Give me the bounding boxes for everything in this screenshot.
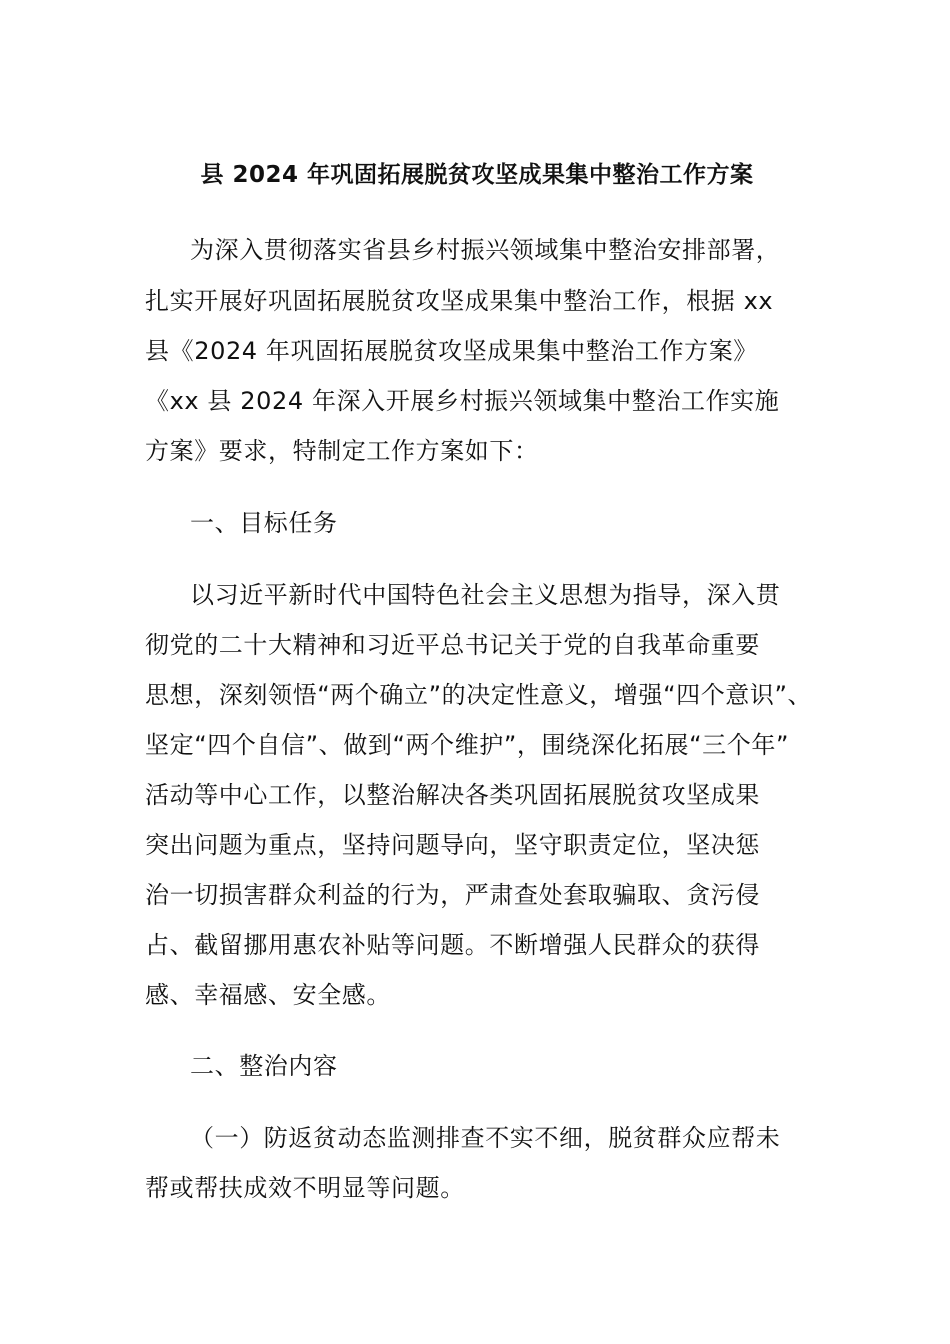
section1-line: 彻党的二十大精神和习近平总书记关于党的自我革命重要 — [145, 631, 760, 659]
section1-line: 感、幸福感、安全感。 — [145, 981, 391, 1009]
intro-line: 县《2024 年巩固拓展脱贫攻坚成果集中整治工作方案》 — [145, 337, 758, 365]
intro-line: 《xx 县 2024 年深入开展乡村振兴领域集中整治工作实施 — [145, 387, 780, 415]
section-heading-goals: 一、目标任务 — [190, 509, 338, 537]
section-heading-content: 二、整治内容 — [190, 1052, 338, 1080]
intro-line: 扎实开展好巩固拓展脱贫攻坚成果集中整治工作，根据 xx — [145, 287, 774, 315]
document-title: 县 2024 年巩固拓展脱贫攻坚成果集中整治工作方案 — [200, 162, 754, 188]
section1-line: 坚定“四个自信”、做到“两个维护”，围绕深化拓展“三个年” — [145, 731, 789, 759]
section1-line: 治一切损害群众利益的行为，严肃查处套取骗取、贪污侵 — [145, 881, 760, 909]
intro-line: 方案》要求，特制定工作方案如下： — [145, 437, 539, 465]
section1-line: 活动等中心工作，以整治解决各类巩固拓展脱贫攻坚成果 — [145, 781, 760, 809]
section1-line: 以习近平新时代中国特色社会主义思想为指导，深入贯 — [190, 581, 781, 609]
section1-line: 突出问题为重点，坚持问题导向，坚守职责定位，坚决惩 — [145, 831, 760, 859]
intro-line: 为深入贯彻落实省县乡村振兴领域集中整治安排部署， — [190, 236, 781, 264]
section1-line: 占、截留挪用惠农补贴等问题。不断增强人民群众的获得 — [145, 931, 760, 959]
item1-line: 帮或帮扶成效不明显等问题。 — [145, 1174, 465, 1202]
section1-line: 思想，深刻领悟“两个确立”的决定性意义，增强“四个意识”、 — [145, 681, 813, 709]
item1-line: （一）防返贫动态监测排查不实不细，脱贫群众应帮未 — [190, 1124, 781, 1152]
